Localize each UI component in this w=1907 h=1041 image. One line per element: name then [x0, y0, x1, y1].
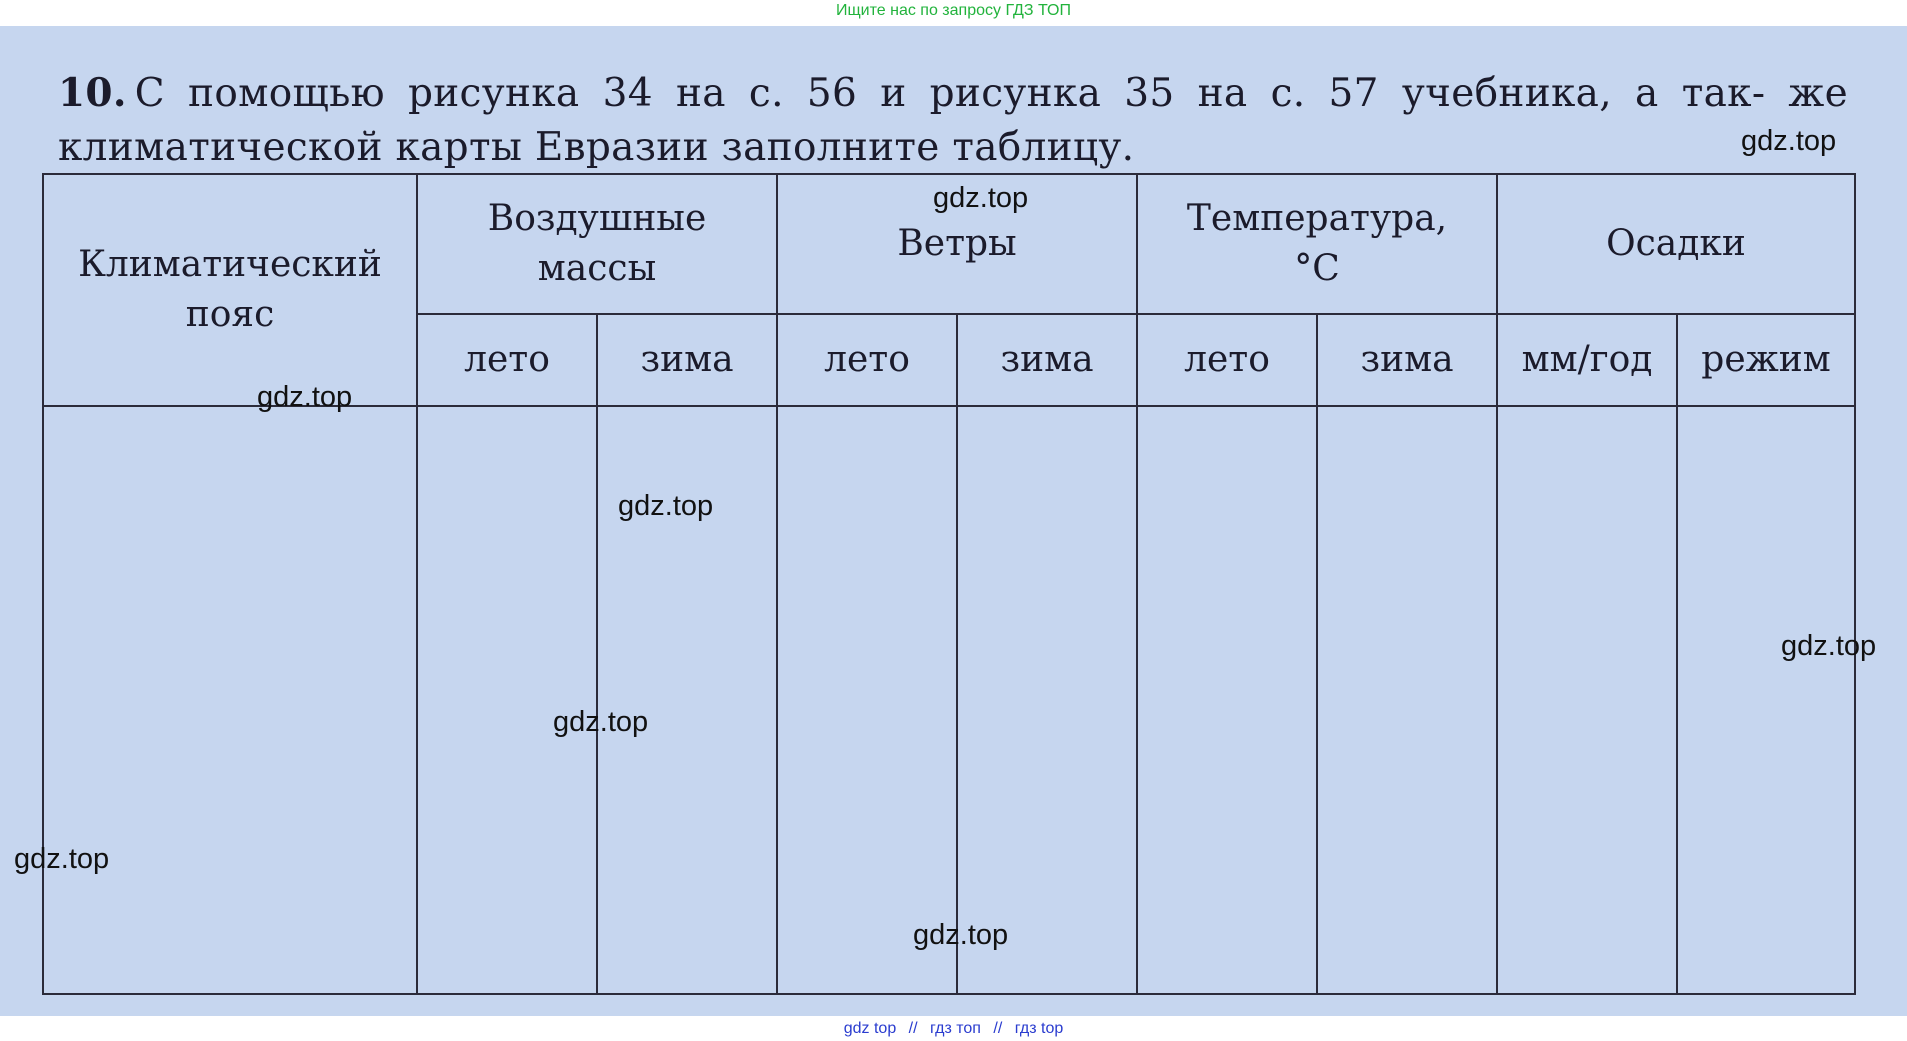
watermark: gdz.top — [1781, 630, 1877, 662]
watermark: gdz.top — [257, 381, 353, 413]
footer-link[interactable]: гдз топ — [930, 1020, 981, 1037]
empty-cell-temp-winter[interactable] — [1317, 406, 1497, 994]
empty-cell-temp-summer[interactable] — [1137, 406, 1317, 994]
empty-cell-winds-summer[interactable] — [777, 406, 957, 994]
empty-cell-precip-regime[interactable] — [1677, 406, 1855, 994]
header-climate-belt: Климатический пояс — [43, 174, 417, 406]
watermark: gdz.top — [913, 919, 1009, 951]
empty-cell-air-summer[interactable] — [417, 406, 597, 994]
header-temperature: Температура, °С — [1137, 174, 1497, 314]
task-body: С помощью рисунка 34 на с. 56 и рисунка 35 на с. 57 учебника, а так- же климатической карты Евразии заполните таблицу. — [58, 71, 1848, 170]
watermark: gdz.top — [618, 490, 714, 522]
empty-cell-climate-belt[interactable] — [43, 406, 417, 994]
climate-table — [42, 173, 1856, 995]
task-text — [58, 66, 1848, 175]
header-air-masses: Воздушные массы — [417, 174, 777, 314]
subheader-winds-winter: зима — [957, 314, 1137, 406]
watermark: gdz.top — [14, 843, 110, 875]
empty-cell-winds-winter[interactable] — [957, 406, 1137, 994]
watermark: gdz.top — [553, 706, 649, 738]
header-precipitation: Осадки — [1497, 174, 1855, 314]
task-number: 10. — [58, 70, 127, 116]
top-banner[interactable]: Ищите нас по запросу ГДЗ ТОП — [836, 2, 1071, 19]
subheader-precip-mm: мм/год — [1497, 314, 1677, 406]
subheader-air-winter: зима — [597, 314, 777, 406]
subheader-precip-regime: режим — [1677, 314, 1855, 406]
footer-link[interactable]: гдз top — [1014, 1020, 1064, 1037]
watermark: gdz.top — [1741, 125, 1837, 157]
subheader-air-summer: лето — [417, 314, 597, 406]
footer-link[interactable]: gdz top — [843, 1020, 897, 1037]
footer-separator: // — [908, 1020, 918, 1037]
footer-links — [0, 1016, 1907, 1041]
subheader-temp-summer: лето — [1137, 314, 1317, 406]
header-winds: Ветры — [777, 174, 1137, 314]
empty-cell-precip-mm[interactable] — [1497, 406, 1677, 994]
watermark: gdz.top — [933, 182, 1029, 214]
subheader-winds-summer: лето — [777, 314, 957, 406]
footer-separator: // — [993, 1020, 1003, 1037]
subheader-temp-winter: зима — [1317, 314, 1497, 406]
